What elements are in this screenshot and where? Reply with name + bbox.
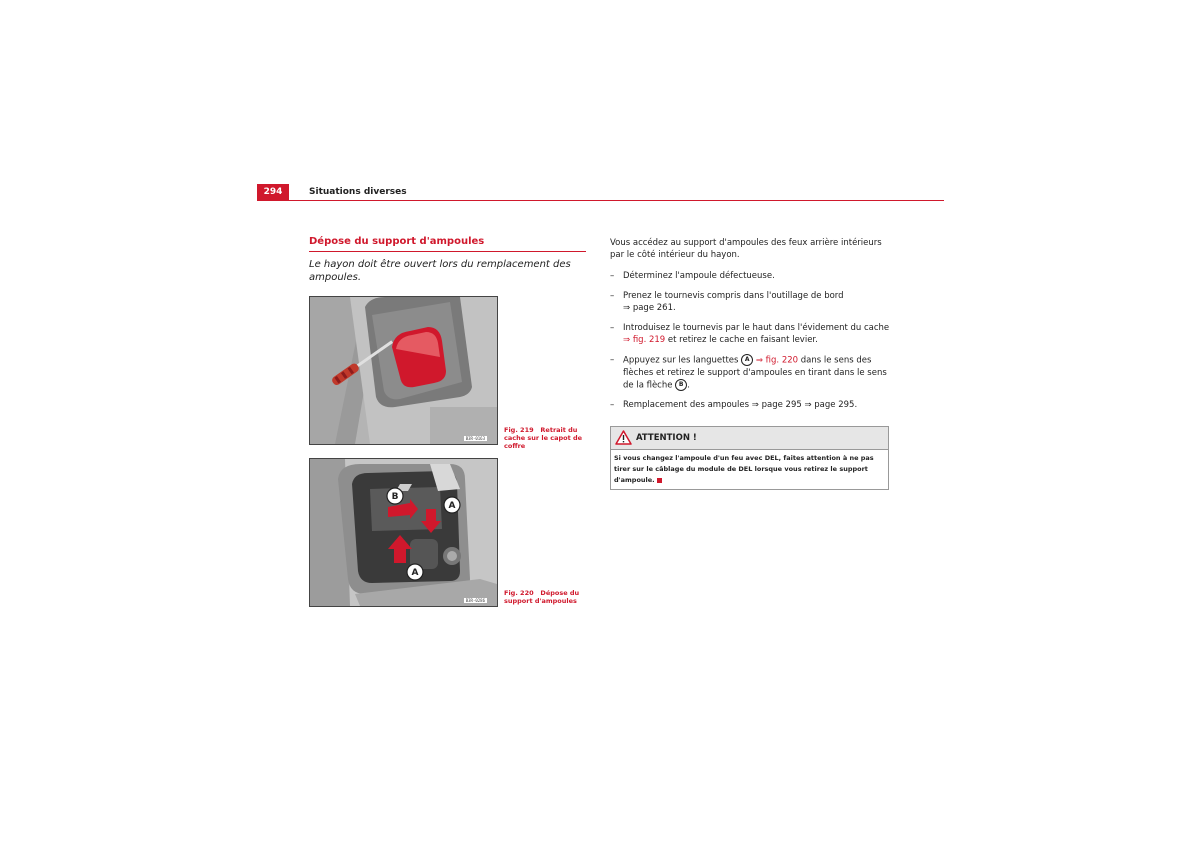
figure-code: B3R-0163 bbox=[465, 436, 485, 441]
marker-b: B bbox=[675, 379, 687, 391]
figure-220 bbox=[309, 458, 498, 607]
section-intro: Le hayon doit être ouvert lors du remplacement des ampoules. bbox=[309, 259, 571, 283]
step-text: Introduisez le tournevis par le haut dans l'évidement du cache bbox=[623, 323, 890, 333]
step-text: dans le sens des flèches et retirez le support d'ampoules en tirant dans le sens de la flèche bbox=[623, 355, 887, 390]
list-item bbox=[610, 322, 890, 346]
list-dash: – bbox=[610, 271, 615, 281]
page-number: 294 bbox=[257, 184, 289, 201]
marker-b: B bbox=[391, 492, 399, 502]
figure-caption-text: Retrait du cache sur le capot de coffre bbox=[504, 426, 583, 450]
marker-a: A bbox=[741, 354, 753, 366]
figure-code: B3R-0286 bbox=[465, 598, 485, 603]
list-item bbox=[610, 270, 890, 282]
list-dash: – bbox=[610, 291, 615, 301]
marker-a: A bbox=[448, 501, 456, 511]
step-text: Remplacement des ampoules ⇒ page 295 ⇒ page 295. bbox=[623, 400, 858, 410]
end-marker-icon bbox=[657, 478, 662, 483]
figure-caption-text: Dépose du support d'ampoules bbox=[504, 589, 580, 605]
list-dash: – bbox=[610, 400, 615, 410]
list-item bbox=[610, 399, 890, 411]
list-item bbox=[610, 290, 890, 314]
step-text: Déterminez l'ampoule défectueuse. bbox=[623, 271, 775, 281]
warning-body bbox=[611, 450, 888, 489]
chapter-title: Situations diverses bbox=[309, 187, 407, 197]
warning-text: Si vous changez l'ampoule d'un feu avec DEL, faites attention à ne pas tirer sur le câblage du module de DEL lorsque vous retirez le support d'ampoule. bbox=[614, 454, 874, 484]
list-dash: – bbox=[610, 323, 615, 333]
step-text: Appuyez sur les languettes bbox=[623, 355, 739, 366]
cache-removal-illustration bbox=[310, 297, 497, 444]
warning-triangle-icon bbox=[615, 430, 632, 445]
warning-box bbox=[610, 426, 889, 490]
bulb-holder-illustration bbox=[310, 459, 497, 606]
header-rule bbox=[257, 200, 944, 201]
step-text: et retirez le cache en faisant levier. bbox=[667, 335, 818, 345]
warning-header bbox=[611, 427, 888, 450]
step-text: . bbox=[687, 380, 690, 390]
list-item bbox=[610, 354, 890, 391]
figure-reference[interactable]: ⇒ fig. 219 bbox=[623, 335, 666, 345]
figure-label: Fig. 219 bbox=[504, 426, 534, 434]
figure-220-caption bbox=[504, 589, 594, 605]
marker-a: A bbox=[411, 568, 419, 578]
figure-reference[interactable]: ⇒ fig. 220 bbox=[755, 355, 799, 366]
body-intro: Vous accédez au support d'ampoules des feux arrière intérieurs par le côté intérieur du hayon. bbox=[610, 238, 882, 260]
step-list bbox=[610, 270, 890, 419]
step-text: Prenez le tournevis compris dans l'outillage de bord bbox=[623, 291, 844, 301]
warning-title: ATTENTION ! bbox=[636, 433, 697, 443]
page-reference[interactable]: ⇒ page 261. bbox=[623, 303, 676, 313]
figure-label: Fig. 220 bbox=[504, 589, 534, 597]
figure-219-caption bbox=[504, 426, 594, 450]
section-title: Dépose du support d'ampoules bbox=[309, 236, 586, 252]
list-dash: – bbox=[610, 355, 615, 365]
figure-219 bbox=[309, 296, 498, 445]
